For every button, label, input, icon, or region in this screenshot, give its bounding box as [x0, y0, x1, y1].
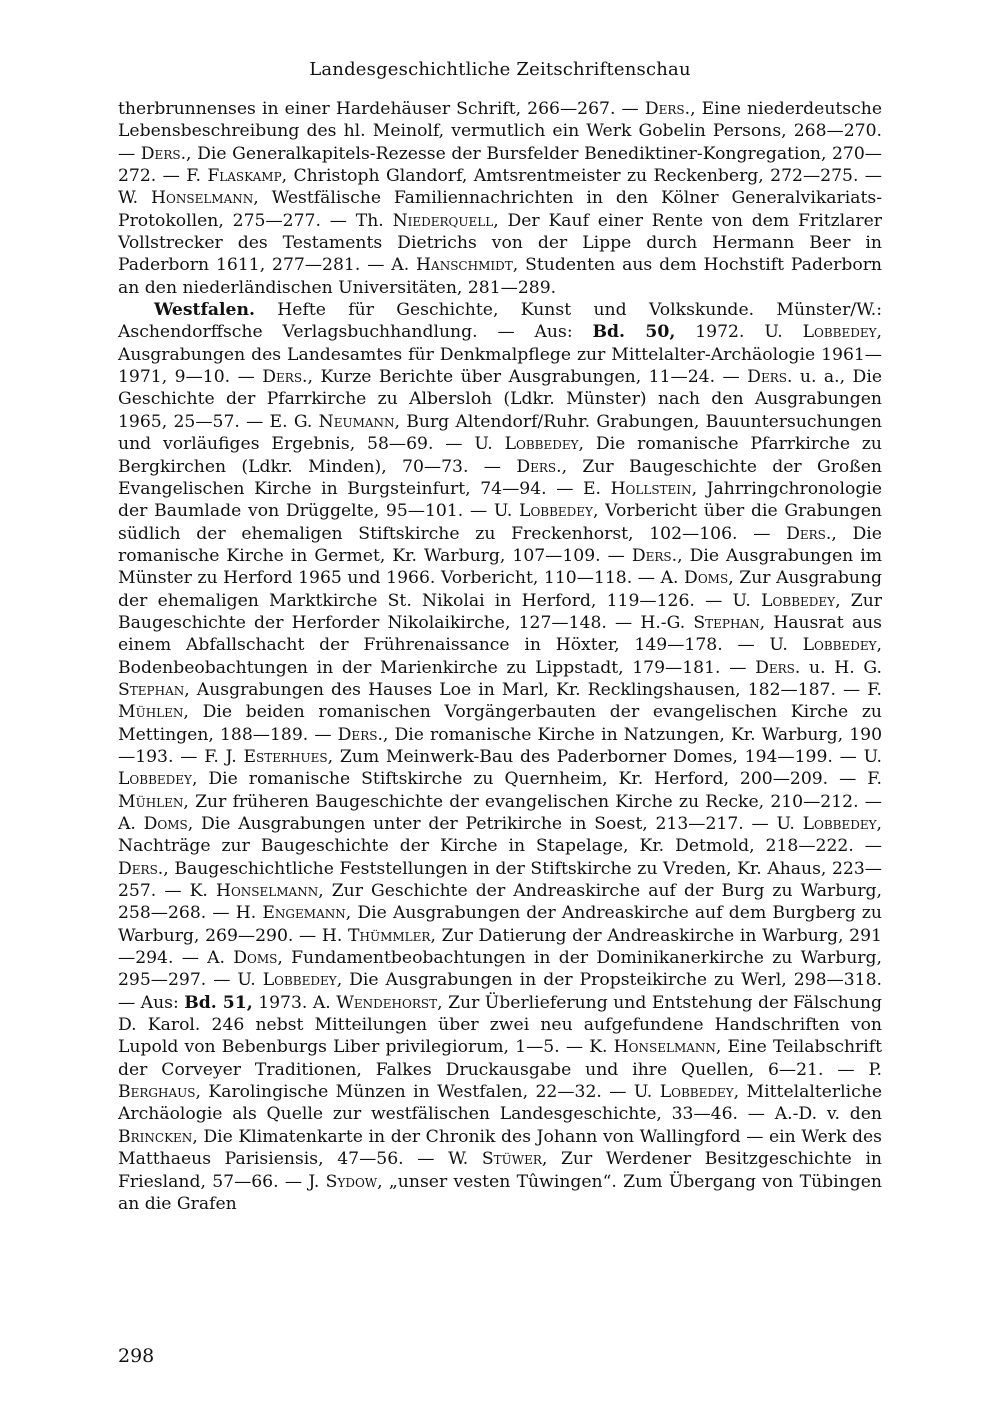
- text-run: , Christoph Glandorf, Amtsrentmeister zu Reckenberg, 272—275. — W.: [118, 166, 882, 209]
- text-run: , Die Ausgrabungen im Münster zu Herford 1965 und 1966. Vorbericht, 110—118. — A.: [118, 545, 883, 589]
- text-run: , Karolingische Münzen in Westfalen, 22—32. — U.: [195, 1082, 660, 1103]
- text-run: , Zum Meinwerk-Bau des Paderborner Domes, 194—199. — U.: [327, 746, 882, 767]
- author-name: Neumann: [318, 411, 395, 432]
- text-run: , Zur Werdener Besitzgeschichte in Friesland, 57—66. — J.: [118, 1149, 883, 1192]
- running-head: Landesgeschichtliche Zeitschriftenschau: [309, 59, 691, 80]
- paragraph-continuation: [118, 98, 882, 299]
- text-run: , Die romanische Kirche in Germet, Kr. Warburg, 107—109. —: [118, 523, 882, 566]
- author-name: Sydow: [325, 1171, 378, 1192]
- author-name: Stephan: [693, 612, 760, 633]
- text-run: , Die beiden romanischen Vorgängerbauten der evangelischen Kirche zu Mettingen, 188—189. —: [118, 702, 882, 745]
- author-name: Lobbedey: [504, 434, 579, 455]
- volume-label: Bd. 50,: [592, 322, 676, 343]
- author-name: Esterhues: [243, 746, 328, 767]
- text-run: 1972. U.: [675, 322, 803, 343]
- volume-label: Bd. 51,: [184, 992, 253, 1013]
- author-name: Doms: [233, 948, 278, 969]
- author-name: Doms: [143, 814, 188, 834]
- author-name: Stephan: [118, 679, 185, 700]
- text-run: Hefte für Geschichte, Kunst und Volkskunde. Münster/W.: Aschendorffsche Verlagsbuchhandlung. — Aus:: [118, 300, 882, 343]
- author-name: Lobbedey: [519, 501, 593, 522]
- author-name: Ders.: [516, 456, 562, 477]
- text-run: , Vorbericht über die Grabungen südlich der ehemaligen Stiftskirche zu Freckenhorst, 102—106. —: [118, 501, 882, 544]
- text-run: , Nachträge zur Baugeschichte der Kirche in Stapelage, Kr. Detmold, 218—222. —: [118, 814, 883, 857]
- text-run: , Zur Überlieferung und Entstehung der Fälschung D. Karol. 246 nebst Mitteilungen über zwei neu aufgefundene Handschriften von Lupold von Bebenburgs Liber privilegiorum, 1—5. — K.: [118, 992, 882, 1058]
- text-run: , Die romanische Kirche in Natzungen, Kr. Warburg, 190—193. — F. J.: [118, 724, 883, 767]
- text-run: , Eine niederdeutsche Lebensbeschreibung des hl. Meinolf, vermutlich ein Werk Gobelin Persons, 268—270. —: [118, 99, 882, 164]
- author-name: Mühlen: [118, 702, 184, 723]
- author-name: Lobbedey: [118, 769, 192, 790]
- text-run: , „unser vesten Tûwingen“. Zum Übergang von Tübingen an die Grafen: [118, 1171, 882, 1214]
- text-run: therbrunnenses in einer Hardehäuser Schrift, 266—267. —: [118, 99, 645, 119]
- text-run: , Die Ausgrabungen der Andreaskirche auf dem Burgberg zu Warburg, 269—290. — H.: [118, 903, 882, 946]
- text-run: , Jahrringchronologie der Baumlade von Drüggelte, 95—101. — U.: [118, 478, 883, 522]
- text-run: , Zur früheren Baugeschichte der evangelischen Kirche zu Recke, 210—212. — A.: [118, 791, 882, 834]
- text-run: , Mittelalterliche Archäologie als Quelle zur westfälischen Landesgeschichte, 33—46. — A.-D. v. den: [118, 1082, 883, 1125]
- text-run: , Die Ausgrabungen unter der Petrikirche in Soest, 213—217. — U.: [187, 814, 803, 834]
- text-run: , Eine Teilabschrift der Corveyer Traditionen, Falkes Druckausgabe und ihre Quellen, 6—21. — P.: [118, 1037, 883, 1080]
- text-run: u. H. G.: [800, 657, 882, 678]
- page-content: [118, 58, 882, 1215]
- author-name: Hanschmidt: [416, 255, 513, 276]
- author-name: Ders.: [140, 143, 187, 164]
- journal-title: Westfalen.: [154, 300, 255, 321]
- author-name: Mühlen: [118, 791, 184, 812]
- body-text: [118, 98, 882, 1215]
- author-name: Lobbedey: [659, 1082, 734, 1103]
- text-run: , Kurze Berichte über Ausgrabungen, 11—24. —: [307, 367, 748, 388]
- text-run: , Zur Ausgrabung der ehemaligen Marktkirche St. Nikolai in Herford, 119—126. — U.: [118, 568, 882, 611]
- text-run: , Ausgrabungen des Landesamtes für Denkmalpflege zur Mittelalter-Archäologie 1961—1971, 9—10. —: [118, 322, 882, 388]
- author-name: Ders.: [118, 858, 164, 879]
- author-name: Lobbedey: [761, 590, 836, 611]
- author-name: Flaskamp: [207, 166, 282, 187]
- author-name: Ders.: [755, 657, 801, 678]
- author-name: Lobbedey: [802, 814, 877, 834]
- author-name: Lobbedey: [802, 635, 877, 656]
- author-name: Ders.: [644, 99, 691, 119]
- author-name: Honselmann: [151, 188, 254, 209]
- author-name: Ders.: [631, 545, 678, 566]
- text-run: , Hausrat aus einem Abfallschacht der Frührenaissance in Höxter, 149—178. — U.: [118, 612, 882, 656]
- text-run: , Ausgrabungen des Hauses Loe in Marl, Kr. Recklingshausen, 182—187. — F.: [184, 679, 882, 700]
- text-run: , Westfälische Familiennachrichten in den Kölner Generalvikariats-Protokollen, 275—277. — Th.: [118, 188, 882, 231]
- text-run: , Die Ausgrabungen in der Propsteikirche zu Werl, 298—318. — Aus:: [118, 970, 882, 1013]
- author-name: Ders.: [786, 523, 832, 544]
- text-run: , Baugeschichtliche Feststellungen in der Stiftskirche zu Vreden, Kr. Ahaus, 223—257. — K.: [118, 858, 882, 902]
- author-name: Brincken: [118, 1126, 193, 1147]
- text-run: , Zur Baugeschichte der Großen Evangelischen Kirche in Burgsteinfurt, 74—94. — E.: [118, 456, 883, 499]
- text-run: , Zur Baugeschichte der Herforder Nikolaikirche, 127—148. — H.-G.: [118, 590, 883, 633]
- page-number: 298: [118, 1345, 155, 1367]
- text-run: , Die Klimatenkarte in der Chronik des Johann von Wallingford — ein Werk des Matthaeus Parisiensis, 47—56. — W.: [118, 1126, 882, 1170]
- author-name: Honselmann: [215, 881, 319, 902]
- author-name: Wendehorst: [336, 992, 438, 1013]
- text-run: , Die Generalkapitels-Rezesse der Bursfelder Benediktiner-Kongregation, 270—272. — F.: [118, 143, 882, 187]
- text-run: , Burg Altendorf/Ruhr. Grabungen, Bauuntersuchungen und vorläufiges Ergebnis, 58—69. — U.: [118, 411, 882, 455]
- author-name: Ders.: [747, 367, 793, 388]
- author-name: Lobbedey: [262, 970, 337, 991]
- author-name: Thümmler: [348, 925, 431, 946]
- author-name: Stüwer: [481, 1149, 542, 1170]
- author-name: Ders.: [337, 724, 383, 745]
- text-run: u. a., Die Geschichte der Pfarrkirche zu Albersloh (Ldkr. Münster) nach den Ausgrabungen 1965, 25—57. — E. G.: [118, 367, 882, 432]
- author-name: Doms: [684, 568, 729, 589]
- author-name: Honselmann: [613, 1037, 716, 1058]
- author-name: Hollstein: [610, 478, 692, 499]
- author-name: Engemann: [262, 903, 346, 924]
- text-run: , Zur Datierung der Andreaskirche in Warburg, 291—294. — A.: [118, 925, 882, 969]
- paragraph-westfalen: [118, 299, 882, 1215]
- text-run: , Zur Geschichte der Andreaskirche auf der Burg zu Warburg, 258—268. — H.: [118, 881, 883, 924]
- text-run: 1973. A.: [252, 992, 337, 1013]
- text-run: , Fundamentbeobachtungen in der Dominikanerkirche zu Warburg, 295—297. — U.: [118, 948, 882, 991]
- text-run: , Bodenbeobachtungen in der Marienkirche zu Lippstadt, 179—181. —: [118, 635, 882, 678]
- author-name: Lobbedey: [802, 322, 877, 343]
- author-name: Ders.: [262, 367, 308, 388]
- text-run: , Die romanische Pfarrkirche zu Bergkirchen (Ldkr. Minden), 70—73. —: [118, 434, 882, 477]
- author-name: Berghaus: [118, 1082, 196, 1103]
- text-run: , Die romanische Stiftskirche zu Quernheim, Kr. Herford, 200—209. — F.: [191, 769, 882, 790]
- author-name: Niederquell: [392, 210, 494, 231]
- text-run: , Der Kauf einer Rente von dem Fritzlarer Vollstrecker des Testaments Dietrichs von der Lippe durch Hermann Beer in Paderborn 1611, 277—281. — A.: [118, 210, 883, 276]
- text-run: , Studenten aus dem Hochstift Paderborn an den niederländischen Universitäten, 281—289.: [118, 255, 882, 298]
